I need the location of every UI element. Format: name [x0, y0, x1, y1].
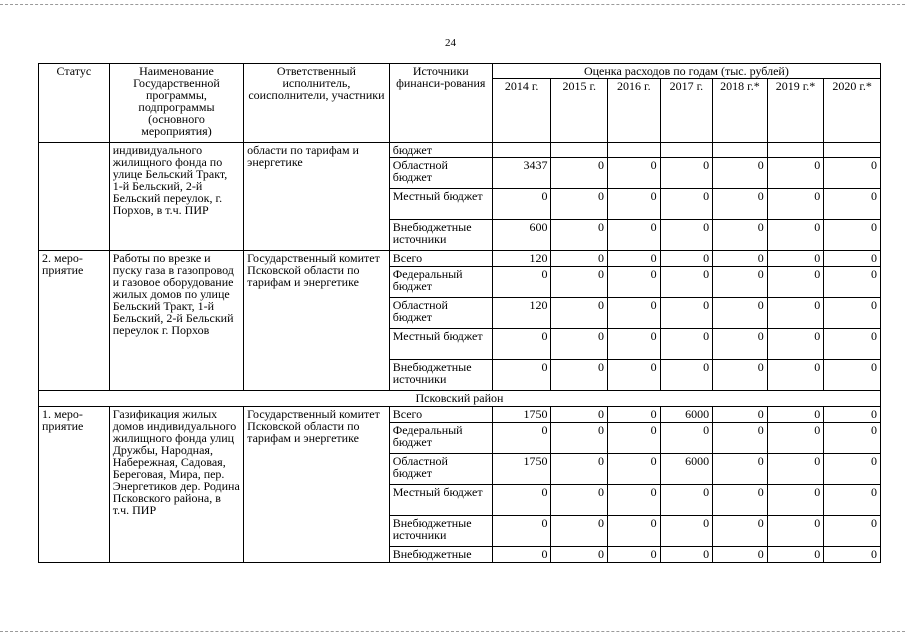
amount-cell: 0: [608, 189, 661, 220]
responsible-cell: области по тарифам и энергетике: [244, 143, 390, 251]
amount-cell: 0: [824, 485, 881, 516]
amount-cell: 0: [608, 547, 661, 563]
amount-cell: 0: [608, 329, 661, 360]
amount-cell: 0: [767, 423, 824, 454]
amount-cell: 0: [767, 360, 824, 391]
col-status-header: Статус: [39, 64, 110, 143]
amount-cell: 0: [551, 251, 608, 267]
amount-cell: 0: [608, 158, 661, 189]
program-name-cell: Работы по врезке и пуску газа в газопровод и газовое оборудование жилых домов по улице Бельский Тракт, 1-й Бельский, 2-й Бельский переулок г. Порхов: [109, 251, 243, 391]
amount-cell: 0: [713, 251, 768, 267]
amount-cell: 0: [551, 360, 608, 391]
amount-cell: 0: [660, 329, 713, 360]
amount-cell: 600: [492, 220, 551, 251]
amount-cell: 0: [551, 423, 608, 454]
scan-edge-bottom: [0, 631, 905, 632]
amount-cell: 0: [492, 267, 551, 298]
amount-cell: 0: [767, 407, 824, 423]
amount-cell: 0: [551, 485, 608, 516]
amount-cell: 0: [713, 298, 768, 329]
year-header: 2015 г.: [551, 79, 608, 143]
amount-cell: 0: [824, 189, 881, 220]
table-row: [39, 143, 881, 158]
amount-cell: 0: [551, 220, 608, 251]
amount-cell: 0: [660, 267, 713, 298]
amount-cell: 0: [492, 485, 551, 516]
year-header: 2019 г.*: [767, 79, 824, 143]
amount-cell: 0: [713, 329, 768, 360]
amount-cell: 0: [713, 547, 768, 563]
funding-source-cell: Всего: [389, 251, 492, 267]
amount-cell: 0: [767, 220, 824, 251]
amount-cell: 0: [767, 516, 824, 547]
amount-cell: 3437: [492, 158, 551, 189]
header-row: [39, 64, 881, 79]
amount-cell: 120: [492, 298, 551, 329]
amount-cell: 120: [492, 251, 551, 267]
amount-cell: 0: [660, 423, 713, 454]
responsible-cell: Государственный комитет Псковской области по тарифам и энергетике: [244, 251, 390, 391]
funding-source-cell: Областной бюджет: [389, 454, 492, 485]
amount-cell: 0: [608, 485, 661, 516]
col-name-header: Наименование Государственной программы, подпрограммы (основного мероприятия): [109, 64, 243, 143]
year-header: 2014 г.: [492, 79, 551, 143]
page-number: 24: [445, 37, 456, 49]
amount-cell: 0: [824, 423, 881, 454]
amount-cell: [713, 143, 768, 158]
amount-cell: 0: [660, 298, 713, 329]
amount-cell: 0: [492, 423, 551, 454]
amount-cell: [660, 143, 713, 158]
amount-cell: 0: [824, 516, 881, 547]
program-name-cell: Газификация жилых домов индивидуального жилищного фонда улиц Дружбы, Народная, Набережная, Садовая, Береговая, Мира, пер. Энергетиков дер. Родина Псковского района, в т.ч. ПИР: [109, 407, 243, 563]
amount-cell: 0: [492, 189, 551, 220]
amount-cell: 0: [551, 298, 608, 329]
amount-cell: 0: [551, 407, 608, 423]
amount-cell: 0: [713, 454, 768, 485]
amount-cell: 0: [767, 267, 824, 298]
amount-cell: 0: [660, 251, 713, 267]
amount-cell: 0: [551, 189, 608, 220]
amount-cell: 1750: [492, 407, 551, 423]
amount-cell: 0: [713, 189, 768, 220]
amount-cell: 0: [713, 267, 768, 298]
amount-cell: 0: [713, 485, 768, 516]
program-name-cell: индивидуального жилищного фонда по улице Бельский Тракт, 1-й Бельский, 2-й Бельский переулок, г. Порхов, в т.ч. ПИР: [109, 143, 243, 251]
year-header: 2020 г.*: [824, 79, 881, 143]
amount-cell: 0: [660, 220, 713, 251]
amount-cell: [824, 143, 881, 158]
region-row: [39, 391, 881, 407]
funding-source-cell: Областной бюджет: [389, 158, 492, 189]
funding-source-cell: бюджет: [389, 143, 492, 158]
amount-cell: 6000: [660, 407, 713, 423]
amount-cell: 0: [767, 251, 824, 267]
status-cell: 1. меро-приятие: [39, 407, 110, 563]
amount-cell: 0: [767, 298, 824, 329]
amount-cell: 0: [551, 158, 608, 189]
amount-cell: [492, 143, 551, 158]
amount-cell: 0: [660, 360, 713, 391]
amount-cell: 0: [824, 329, 881, 360]
amount-cell: 0: [492, 547, 551, 563]
amount-cell: 0: [767, 329, 824, 360]
year-header: 2017 г.: [660, 79, 713, 143]
table-row: [39, 407, 881, 423]
funding-source-cell: Внебюджетные: [389, 547, 492, 563]
year-header: 2018 г.*: [713, 79, 768, 143]
amount-cell: 1750: [492, 454, 551, 485]
amount-cell: 0: [660, 485, 713, 516]
responsible-cell: Государственный комитет Псковской области по тарифам и энергетике: [244, 407, 390, 563]
amount-cell: 0: [767, 454, 824, 485]
amount-cell: 0: [713, 423, 768, 454]
amount-cell: 0: [660, 516, 713, 547]
amount-cell: 6000: [660, 454, 713, 485]
col-estimate-header: Оценка расходов по годам (тыс. рублей): [492, 64, 880, 79]
amount-cell: 0: [608, 360, 661, 391]
amount-cell: 0: [660, 189, 713, 220]
amount-cell: 0: [608, 516, 661, 547]
funding-source-cell: Всего: [389, 407, 492, 423]
amount-cell: 0: [551, 267, 608, 298]
amount-cell: 0: [824, 454, 881, 485]
funding-source-cell: Областной бюджет: [389, 298, 492, 329]
amount-cell: 0: [767, 547, 824, 563]
scan-edge-top: [0, 4, 905, 5]
amount-cell: 0: [767, 485, 824, 516]
funding-source-cell: Местный бюджет: [389, 189, 492, 220]
budget-table: [38, 63, 881, 563]
amount-cell: 0: [608, 267, 661, 298]
amount-cell: 0: [492, 516, 551, 547]
amount-cell: 0: [713, 516, 768, 547]
amount-cell: 0: [660, 547, 713, 563]
funding-source-cell: Местный бюджет: [389, 485, 492, 516]
amount-cell: 0: [824, 360, 881, 391]
amount-cell: 0: [551, 454, 608, 485]
col-sources-header: Источники финанси-рования: [389, 64, 492, 143]
amount-cell: 0: [824, 158, 881, 189]
amount-cell: 0: [608, 251, 661, 267]
funding-source-cell: Внебюджетные источники: [389, 516, 492, 547]
region-heading: Псковский район: [39, 391, 881, 407]
amount-cell: 0: [551, 547, 608, 563]
amount-cell: 0: [608, 407, 661, 423]
amount-cell: 0: [608, 220, 661, 251]
col-responsible-header: Ответственный исполнитель, соисполнители, участники: [244, 64, 390, 143]
amount-cell: 0: [713, 158, 768, 189]
amount-cell: 0: [608, 454, 661, 485]
amount-cell: [551, 143, 608, 158]
amount-cell: 0: [713, 220, 768, 251]
amount-cell: 0: [551, 329, 608, 360]
amount-cell: [608, 143, 661, 158]
amount-cell: 0: [551, 516, 608, 547]
amount-cell: 0: [824, 220, 881, 251]
amount-cell: 0: [767, 189, 824, 220]
amount-cell: [767, 143, 824, 158]
amount-cell: 0: [608, 423, 661, 454]
funding-source-cell: Федеральный бюджет: [389, 423, 492, 454]
amount-cell: 0: [767, 158, 824, 189]
funding-source-cell: Внебюджетные источники: [389, 360, 492, 391]
table-row: [39, 251, 881, 267]
funding-source-cell: Внебюджетные источники: [389, 220, 492, 251]
amount-cell: 0: [824, 298, 881, 329]
year-header: 2016 г.: [608, 79, 661, 143]
amount-cell: 0: [824, 547, 881, 563]
amount-cell: 0: [713, 407, 768, 423]
amount-cell: 0: [824, 407, 881, 423]
status-cell: 2. меро-приятие: [39, 251, 110, 391]
amount-cell: 0: [824, 251, 881, 267]
amount-cell: 0: [492, 329, 551, 360]
funding-source-cell: Федеральный бюджет: [389, 267, 492, 298]
amount-cell: 0: [608, 298, 661, 329]
amount-cell: 0: [713, 360, 768, 391]
funding-source-cell: Местный бюджет: [389, 329, 492, 360]
amount-cell: 0: [824, 267, 881, 298]
table-body: [39, 143, 881, 563]
amount-cell: 0: [660, 158, 713, 189]
amount-cell: 0: [492, 360, 551, 391]
status-cell: [39, 143, 110, 251]
